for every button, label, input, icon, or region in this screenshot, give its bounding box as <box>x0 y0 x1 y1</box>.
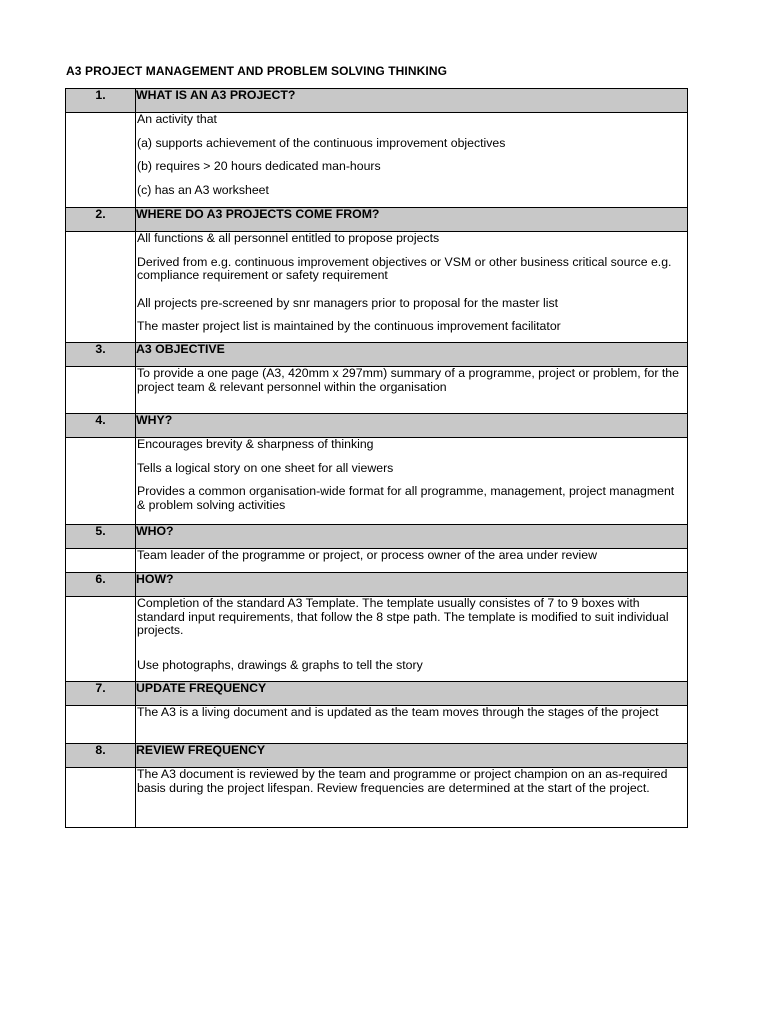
body-line: Provides a common organisation-wide format for all programme, management, project managment & problem solving activities <box>137 484 675 512</box>
section-body <box>136 597 688 682</box>
body-line: Team leader of the programme or project, or process owner of the area under review <box>137 548 597 562</box>
section-heading: UPDATE FREQUENCY <box>136 682 688 706</box>
section-body <box>136 549 688 573</box>
section-heading: WHAT IS AN A3 PROJECT? <box>136 89 688 113</box>
body-line: Use photographs, drawings & graphs to tell the story <box>137 657 423 672</box>
section-heading: HOW? <box>136 573 688 597</box>
body-line: (b) requires > 20 hours dedicated man-hours <box>137 159 381 173</box>
section-header-row <box>66 414 688 438</box>
section-body-row <box>66 549 688 573</box>
section-body <box>136 367 688 414</box>
section-number: 2. <box>66 208 136 232</box>
body-line: To provide a one page (A3, 420mm x 297mm) summary of a programme, project or problem, for the project team & relevant personnel within the organisation <box>137 366 679 394</box>
empty-cell <box>66 232 136 343</box>
body-line: (a) supports achievement of the continuous improvement objectives <box>137 135 506 150</box>
body-line: Encourages brevity & sharpness of thinking <box>137 437 374 451</box>
section-heading: WHO? <box>136 525 688 549</box>
section-body <box>136 438 688 525</box>
body-line: The master project list is maintained by the continuous improvement facilitator <box>137 319 561 333</box>
section-body-row <box>66 768 688 828</box>
section-header-row <box>66 525 688 549</box>
body-line: (c) has an A3 worksheet <box>137 182 269 197</box>
body-line: Tells a logical story on one sheet for all viewers <box>137 460 394 475</box>
section-body <box>136 768 688 828</box>
section-number: 5. <box>66 525 136 549</box>
section-header-row <box>66 208 688 232</box>
section-heading: WHERE DO A3 PROJECTS COME FROM? <box>136 208 688 232</box>
section-body <box>136 113 688 208</box>
section-number: 4. <box>66 414 136 438</box>
body-line: The A3 is a living document and is updated as the team moves through the stages of the project <box>137 705 659 719</box>
section-header-row <box>66 744 688 768</box>
section-body <box>136 706 688 744</box>
section-number: 3. <box>66 343 136 367</box>
empty-cell <box>66 367 136 414</box>
section-header-row <box>66 89 688 113</box>
section-number: 8. <box>66 744 136 768</box>
section-number: 1. <box>66 89 136 113</box>
section-body-row <box>66 597 688 682</box>
section-heading: A3 OBJECTIVE <box>136 343 688 367</box>
section-body-row <box>66 438 688 525</box>
body-line: The A3 document is reviewed by the team and programme or project champion on an as-required basis during the project lifespan. Review frequencies are determined at the start of the project. <box>137 767 668 795</box>
section-number: 7. <box>66 682 136 706</box>
section-header-row <box>66 573 688 597</box>
section-body <box>136 232 688 343</box>
empty-cell <box>66 597 136 682</box>
body-line: All projects pre-screened by snr managers prior to proposal for the master list <box>137 295 559 310</box>
empty-cell <box>66 113 136 208</box>
section-body-row <box>66 367 688 414</box>
empty-cell <box>66 438 136 525</box>
section-body-row <box>66 706 688 744</box>
section-number: 6. <box>66 573 136 597</box>
body-line: Derived from e.g. continuous improvement objectives or VSM or other business critical source e.g. compliance requirement or safety requirement <box>137 254 672 282</box>
body-line: An activity that <box>137 112 217 126</box>
body-line: All functions & all personnel entitled to propose projects <box>137 231 440 245</box>
section-body-row <box>66 232 688 343</box>
empty-cell <box>66 768 136 828</box>
section-heading: WHY? <box>136 414 688 438</box>
section-header-row <box>66 682 688 706</box>
section-heading: REVIEW FREQUENCY <box>136 744 688 768</box>
section-header-row <box>66 343 688 367</box>
empty-cell <box>66 706 136 744</box>
empty-cell <box>66 549 136 573</box>
body-line: Completion of the standard A3 Template. The template usually consistes of 7 to 9 boxes with standard input requirements, that follow the 8 stpe path. The template is modified to suit individual projects. <box>137 596 669 637</box>
document-title: A3 PROJECT MANAGEMENT AND PROBLEM SOLVING THINKING <box>66 64 448 78</box>
section-body-row <box>66 113 688 208</box>
a3-info-table <box>65 88 688 828</box>
